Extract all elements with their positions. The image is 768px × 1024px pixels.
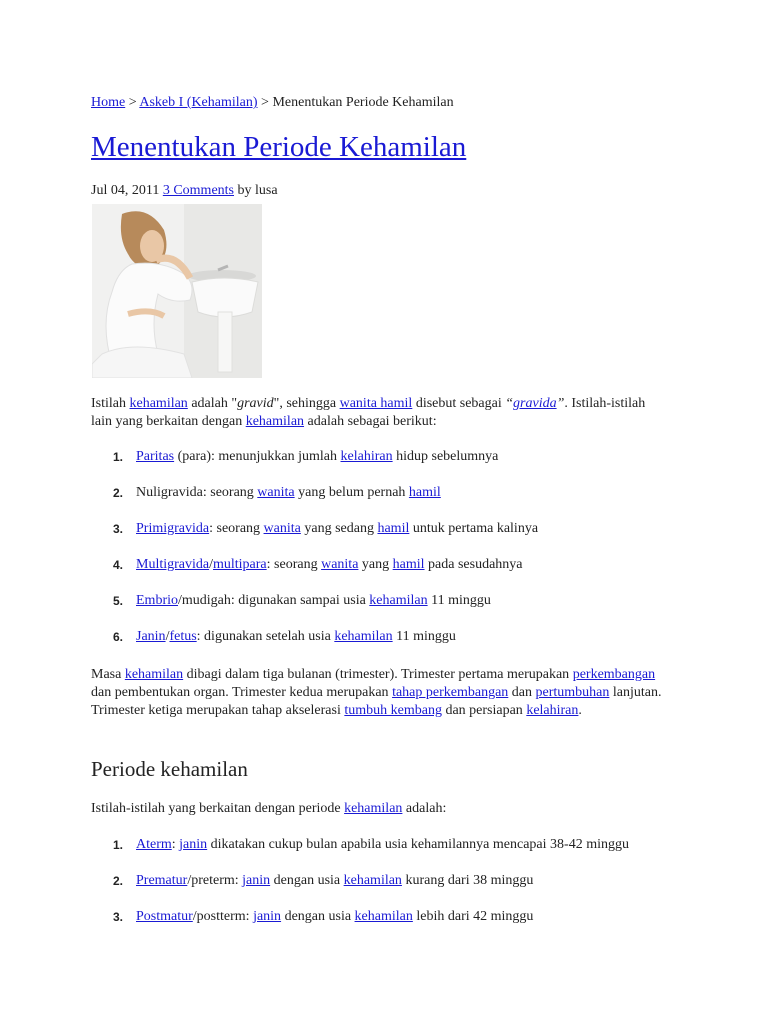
text-run: disebut sebagai [412,396,506,411]
breadcrumb [91,94,454,112]
inline-link[interactable]: hamil [392,557,425,572]
list-item [91,836,691,872]
breadcrumb-home-link[interactable]: Home [91,95,126,110]
inline-link[interactable]: kehamilan [369,593,428,608]
inline-link[interactable]: wanita [321,557,359,572]
breadcrumb-current: Menentukan Periode Kehamilan [272,95,454,110]
inline-link[interactable]: hamil [408,485,441,500]
inline-link[interactable]: kehamilan [129,396,188,411]
text-run: ” [556,396,565,411]
page-title [91,128,466,166]
text-run: yang [358,557,393,572]
text-run: dan persiapan [441,703,527,718]
post-date: Jul 04, 2011 [91,183,160,198]
inline-link[interactable]: tahap perkembangan [392,685,509,700]
inline-link[interactable]: Postmatur [136,909,193,924]
text-run: hidup sebelumnya [392,449,499,464]
text-run: Istilah-istilah yang berkaitan dengan periode [91,801,345,816]
text-run: dikatakan cukup bulan apabila usia kehamilannya mencapai 38-42 minggu [207,837,629,852]
text-run: dengan usia [281,909,355,924]
text-run: pada sesudahnya [424,557,523,572]
text-run: Nuligravida: seorang [136,485,258,500]
inline-link[interactable]: kehamilan [344,801,403,816]
text-run: yang belum pernah [294,485,409,500]
section-heading: Periode kehamilan [91,757,248,781]
list-item [91,520,691,556]
text-run: /postterm: [192,909,254,924]
inline-link[interactable]: kehamilan [124,667,184,682]
inline-link[interactable]: kelahiran [340,449,393,464]
periode-list [91,836,691,944]
post-meta [91,182,278,200]
text-run: dengan usia [270,873,344,888]
text-run: adalah sebagai berikut: [304,414,437,429]
list-item [91,448,691,484]
breadcrumb-separator: > [257,95,273,110]
comments-link[interactable]: 3 Comments [162,183,234,198]
inline-link[interactable]: Paritas [136,449,175,464]
text-run: . Istilah-istilah lain yang berkaitan dengan [91,396,646,429]
text-run: 11 minggu [427,593,491,608]
text-run: dan [508,685,536,700]
text-run: Masa [91,667,125,682]
inline-link[interactable]: kelahiran [526,703,579,718]
list-number: 5. [113,594,124,608]
text-run: . [578,703,582,718]
text-run: adalah " [187,396,238,411]
text-run: : seorang [266,557,322,572]
text-run: adalah: [402,801,447,816]
list-number: 6. [113,630,124,644]
list-item [91,908,691,944]
inline-link[interactable]: wanita hamil [339,396,413,411]
text-run: dan pembentukan organ. Trimester kedua merupakan [91,685,393,700]
inline-link[interactable]: gravida [513,396,557,411]
inline-link[interactable]: janin [242,873,271,888]
text-run: gravid [237,396,274,411]
post-author: by lusa [237,183,278,198]
masa-paragraph [91,666,666,720]
text-run: : [171,837,180,852]
text-run: yang sedang [300,521,378,536]
breadcrumb-category-link[interactable]: Askeb I (Kehamilan) [139,95,258,110]
text-run: / [165,629,170,644]
inline-link[interactable]: kehamilan [334,629,393,644]
inline-link[interactable]: Janin [136,629,166,644]
text-run: : digunakan setelah usia [196,629,335,644]
text-run: Istilah [91,396,130,411]
inline-link[interactable]: janin [253,909,282,924]
list-item [91,556,691,592]
inline-link[interactable]: kehamilan [245,414,305,429]
list-item [91,872,691,908]
inline-link[interactable]: wanita [257,485,295,500]
inline-link[interactable]: Prematur [136,873,188,888]
post-title-link[interactable]: Menentukan Periode Kehamilan [91,131,467,163]
inline-link[interactable]: Aterm [136,837,172,852]
list-item [91,628,691,664]
text-run: “ [505,396,514,411]
text-run: : seorang [209,521,264,536]
inline-link[interactable]: Primigravida [136,521,210,536]
inline-link[interactable]: tumbuh kembang [344,703,442,718]
text-run: dibagi dalam tiga bulanan (trimester). Trimester pertama merupakan [183,667,573,682]
intro-paragraph [91,395,666,431]
list-item [91,592,691,628]
list-number: 1. [113,450,124,464]
list-item [91,484,691,520]
inline-link[interactable]: kehamilan [343,873,402,888]
inline-link[interactable]: fetus [169,629,197,644]
text-run: lebih dari 42 minggu [412,909,534,924]
text-run: /mudigah: digunakan sampai usia [178,593,370,608]
periode-intro-paragraph [91,800,666,818]
breadcrumb-separator: > [125,95,140,110]
inline-link[interactable]: Multigravida [136,557,210,572]
inline-link[interactable]: janin [179,837,208,852]
list-number: 1. [113,838,124,852]
inline-link[interactable]: perkembangan [572,667,656,682]
inline-link[interactable]: pertumbuhan [535,685,610,700]
article-photo [92,204,262,378]
inline-link[interactable]: kehamilan [354,909,413,924]
inline-link[interactable]: multipara [213,557,267,572]
text-run: (para): menunjukkan jumlah [174,449,341,464]
text-run: lanjutan. Trimester ketiga merupakan tahap akselerasi [91,685,662,718]
inline-link[interactable]: Embrio [136,593,178,608]
text-run: untuk pertama kalinya [409,521,539,536]
list-number: 3. [113,522,124,536]
list-number: 2. [113,874,124,888]
list-number: 4. [113,558,124,572]
istilah-list [91,448,691,664]
text-run: /preterm: [187,873,243,888]
list-number: 2. [113,486,124,500]
list-number: 3. [113,910,124,924]
text-run: ", sehingga [273,396,340,411]
text-run: / [209,557,213,572]
text-run: 11 minggu [392,629,456,644]
inline-link[interactable]: wanita [263,521,301,536]
text-run: kurang dari 38 minggu [401,873,534,888]
inline-link[interactable]: hamil [377,521,410,536]
